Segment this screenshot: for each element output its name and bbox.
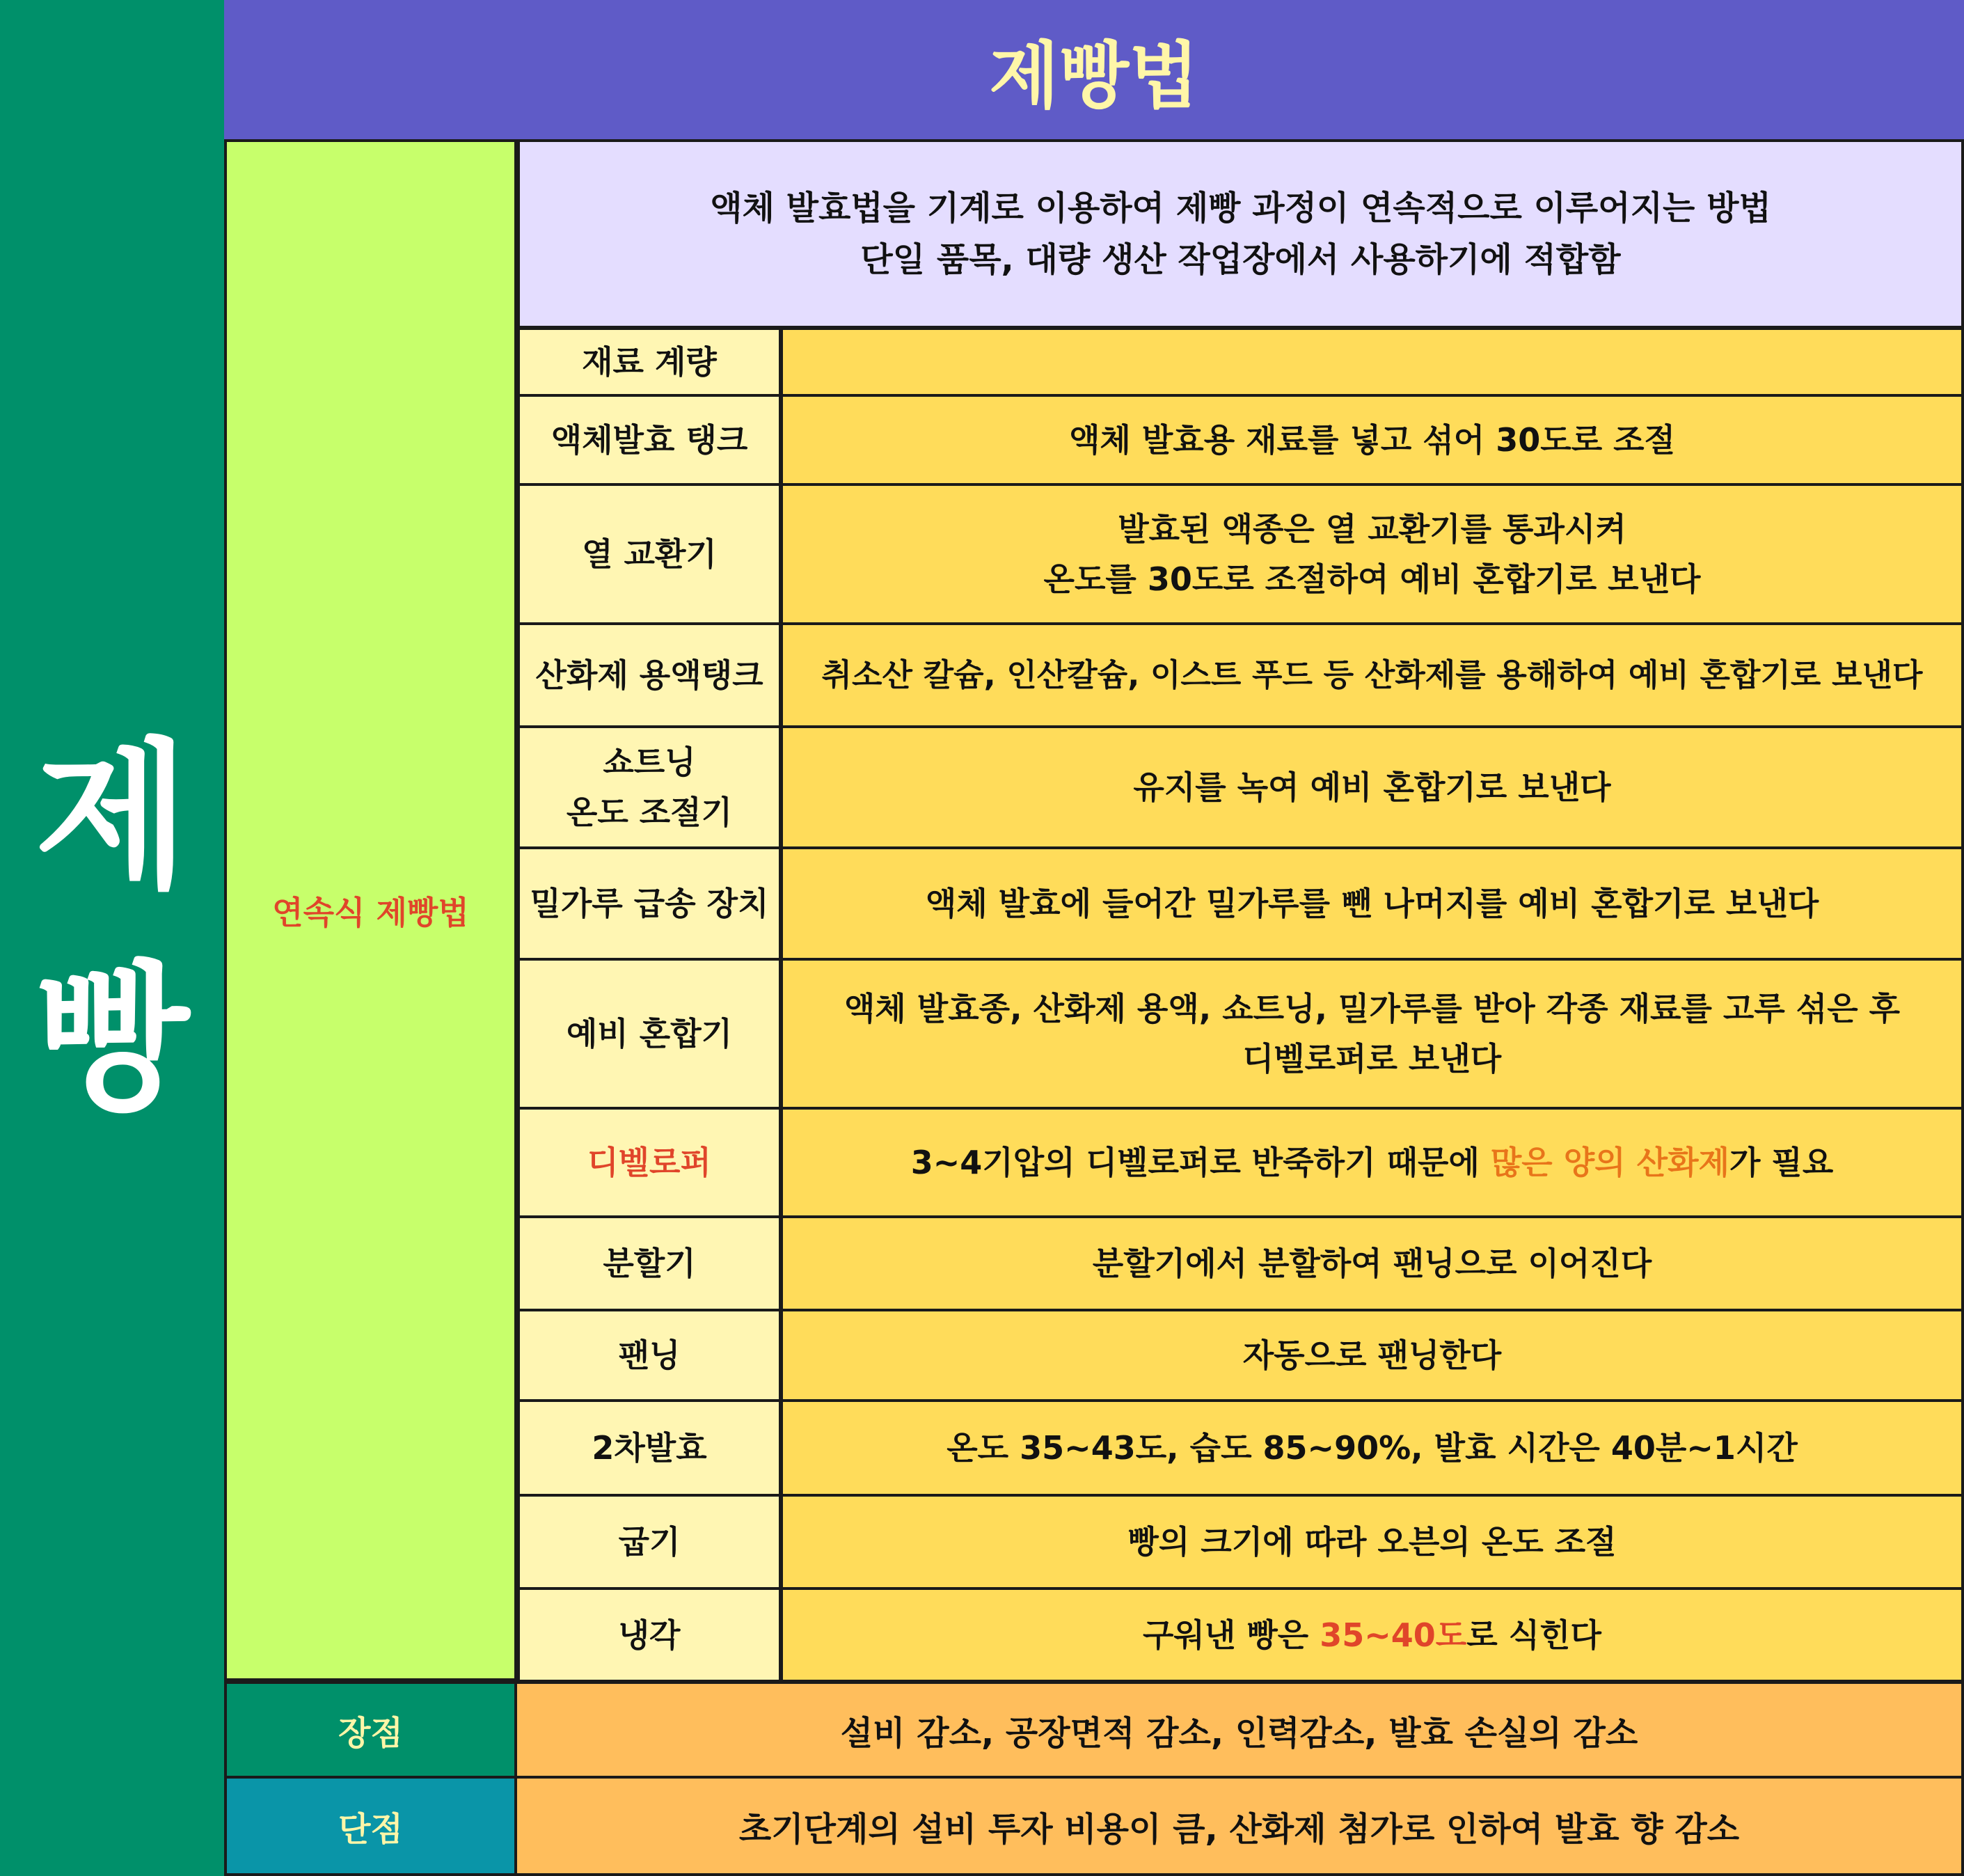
row-label-text: 굽기 <box>618 1523 681 1561</box>
table-row <box>517 329 1964 395</box>
pros-label <box>224 1681 517 1779</box>
row-label-text: 산화제 용액탱크 <box>535 656 763 694</box>
row-label <box>517 1108 782 1217</box>
row-desc <box>782 727 1964 848</box>
desc-pre: 구워낸 빵은 <box>1143 1616 1320 1654</box>
row-desc <box>782 848 1964 959</box>
sidebar-char-2: 빵 <box>34 947 190 1133</box>
row-desc-text: 액체 발효에 들어간 밀가루를 뺀 나머지를 예비 혼합기로 보낸다 <box>925 885 1819 922</box>
row-label <box>517 1589 782 1681</box>
header <box>224 0 1964 139</box>
row-label <box>517 848 782 959</box>
cons-desc-text: 초기단계의 설비 투자 비용이 큼, 산화제 첨가로 인하여 발효 향 감소 <box>738 1809 1740 1849</box>
row-label <box>517 1401 782 1495</box>
row-desc <box>782 395 1964 484</box>
table-row <box>517 959 1964 1108</box>
intro-box <box>517 139 1964 329</box>
page-title: 제빵법 <box>989 33 1199 118</box>
sidebar <box>0 0 224 1876</box>
row-desc-text <box>1143 1610 1601 1660</box>
row-desc-text: 빵의 크기에 따라 오븐의 온도 조절 <box>1127 1523 1617 1561</box>
row-label <box>517 624 782 727</box>
row-desc-line-1: 발효된 액종은 열 교환기를 통과시켜 <box>1118 510 1626 548</box>
row-desc <box>782 1310 1964 1401</box>
row-label <box>517 395 782 484</box>
row-desc-text: 온도 35~43도, 습도 85~90%, 발효 시간은 40분~1시간 <box>947 1429 1798 1467</box>
row-label <box>517 727 782 848</box>
desc-highlight: 많은 양의 산화제 <box>1490 1144 1729 1181</box>
cons-label-text: 단점 <box>338 1809 403 1849</box>
row-label-text: 재료 계량 <box>582 343 717 381</box>
row-desc <box>782 484 1964 624</box>
row-label-text: 밀가루 급송 장치 <box>530 885 769 922</box>
row-desc-text: 액체 발효용 재료를 넣고 섞어 30도로 조절 <box>1068 421 1676 459</box>
row-desc-text: 자동으로 팬닝한다 <box>1242 1337 1502 1374</box>
row-label-text: 디벨로퍼 <box>587 1144 711 1181</box>
table-row <box>517 624 1964 727</box>
row-label-text: 액체발효 탱크 <box>551 421 748 459</box>
pros-label-text: 장점 <box>338 1713 403 1753</box>
table-row <box>517 848 1964 959</box>
method-cell <box>224 139 517 1681</box>
row-desc-text: 분할기에서 분할하여 팬닝으로 이어진다 <box>1092 1245 1652 1282</box>
row-label <box>517 1217 782 1310</box>
row-desc <box>782 1108 1964 1217</box>
row-label-line-1: 쇼트닝 <box>603 743 696 781</box>
table-row <box>517 1310 1964 1401</box>
row-label-text: 2차발효 <box>592 1429 707 1467</box>
table-row <box>517 1217 1964 1310</box>
row-label-text: 열 교환기 <box>582 535 717 573</box>
intro-line-2: 단일 품목, 대량 생산 작업장에서 사용하기에 적합함 <box>860 240 1621 279</box>
intro-line-1: 액체 발효법을 기계로 이용하여 제빵 과정이 연속적으로 이루어지는 방법 <box>710 189 1771 228</box>
table-row <box>517 1495 1964 1589</box>
row-label-text: 냉각 <box>618 1616 681 1654</box>
pros-desc <box>517 1681 1964 1779</box>
method-label: 연속식 제빵법 <box>272 893 469 931</box>
row-label <box>517 329 782 395</box>
row-desc-line-2: 온도를 30도로 조절하여 예비 혼합기로 보낸다 <box>1043 560 1701 598</box>
desc-highlight: 35~40도 <box>1320 1616 1467 1654</box>
cons-desc <box>517 1776 1964 1876</box>
row-desc <box>782 1217 1964 1310</box>
table-row <box>517 1108 1964 1217</box>
row-label-text: 분할기 <box>603 1245 696 1282</box>
row-desc <box>782 1589 1964 1681</box>
row-label <box>517 1310 782 1401</box>
row-desc-text <box>911 1137 1834 1188</box>
row-desc <box>782 959 1964 1108</box>
row-desc-line-1: 액체 발효종, 산화제 용액, 쇼트닝, 밀가루를 받아 각종 재료를 고루 섞은 후 <box>844 990 1901 1027</box>
cons-row <box>224 1776 1964 1876</box>
cons-label <box>224 1776 517 1876</box>
row-label-line-2: 온도 조절기 <box>566 794 733 831</box>
desc-pre: 3~4기압의 디벨로퍼로 반죽하기 때문에 <box>910 1144 1491 1181</box>
row-desc <box>782 329 1964 395</box>
row-desc-line-2: 디벨로퍼로 보낸다 <box>1242 1040 1502 1078</box>
row-desc <box>782 1495 1964 1589</box>
row-desc-text: 유지를 녹여 예비 혼합기로 보낸다 <box>1133 768 1611 806</box>
sidebar-char-1: 제 <box>34 725 190 911</box>
table-row <box>517 1589 1964 1681</box>
table-row <box>517 727 1964 848</box>
row-label-text: 예비 혼합기 <box>566 1015 733 1053</box>
row-desc-text: 취소산 칼슘, 인산칼슘, 이스트 푸드 등 산화제를 용해하여 예비 혼합기로 보낸다 <box>821 656 1923 693</box>
row-label <box>517 484 782 624</box>
table-row <box>517 395 1964 484</box>
pros-desc-text: 설비 감소, 공장면적 감소, 인력감소, 발효 손실의 감소 <box>840 1713 1638 1753</box>
table-row <box>517 484 1964 624</box>
pros-row <box>224 1681 1964 1779</box>
row-label-text: 팬닝 <box>618 1337 681 1374</box>
row-label <box>517 1495 782 1589</box>
desc-post: 로 식힌다 <box>1466 1616 1601 1654</box>
row-desc <box>782 624 1964 727</box>
row-label <box>517 959 782 1108</box>
desc-post: 가 필요 <box>1729 1144 1834 1181</box>
table-row <box>517 1401 1964 1495</box>
row-desc <box>782 1401 1964 1495</box>
